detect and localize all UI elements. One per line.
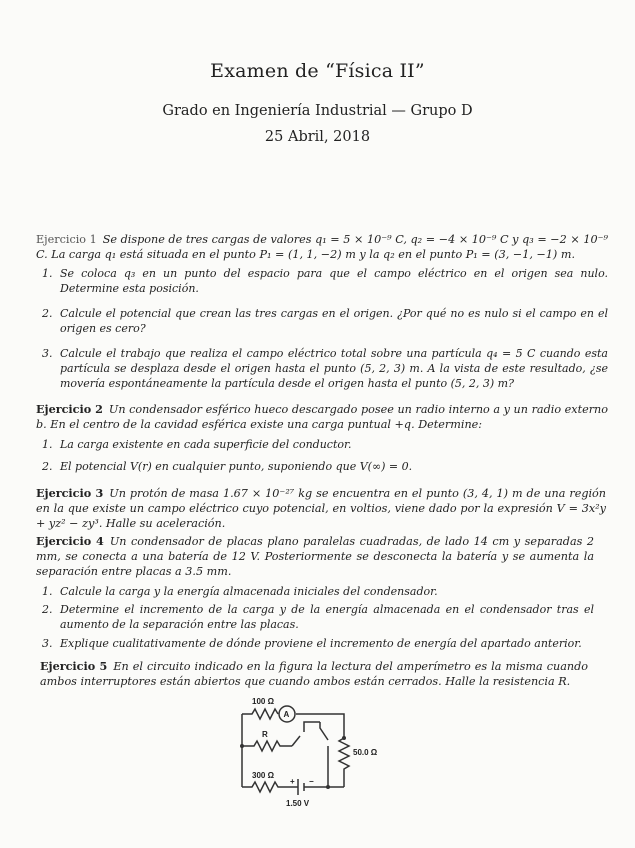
exercise-2 [36, 402, 608, 432]
junction-dot [326, 785, 330, 789]
item-text: Se coloca q₃ en un punto del espacio para que el campo eléctrico en el origen sea nulo. Determine esta posición. [60, 267, 608, 295]
item-number: 1. [42, 585, 53, 598]
exercise-2-item-2 [42, 459, 608, 474]
item-text: Explique cualitativamente de dónde proviene el incremento de energía del apartado anterior. [60, 637, 582, 650]
item-number: 2. [42, 307, 53, 320]
label-ammeter: A [283, 710, 290, 719]
exercise-3-text: Un protón de masa 1.67 × 10⁻²⁷ kg se encuentra en el punto (3, 4, 1) m de una región en la que existe un campo eléctrico cuyo potencial, en voltios, viene dado por la expresión V = 3x²y + yz² − zy³. Halle su aceleración. [36, 487, 606, 530]
item-number: 2. [42, 603, 53, 616]
exercise-4 [36, 534, 594, 579]
exercise-1-heading: Ejercicio 1 [36, 233, 97, 246]
exercise-5-text: En el circuito indicado en la figura la lectura del amperímetro es la misma cuando ambos interruptores están abiertos que cuando ambos están cerrados. Halle la resistencia R. [40, 660, 588, 688]
item-number: 1. [42, 438, 53, 451]
label-r-right: 50.0 Ω [353, 748, 378, 757]
exercise-3-heading: Ejercicio 3 [36, 486, 104, 500]
switch-1-icon [292, 736, 300, 746]
exercise-3 [36, 486, 606, 531]
junction-dot [240, 744, 244, 748]
resistor-50 [339, 738, 349, 787]
item-number: 2. [42, 460, 53, 473]
exercise-4-item-2 [42, 602, 594, 632]
item-number: 3. [42, 637, 53, 650]
exam-title: Examen de “Física II” [210, 60, 425, 82]
item-number: 1. [42, 267, 53, 280]
exam-subtitle: Grado en Ingeniería Industrial — Grupo D [162, 103, 473, 119]
label-r-top: 100 Ω [252, 697, 274, 706]
exercise-1 [36, 232, 608, 262]
item-text: El potencial V(r) en cualquier punto, suponiendo que V(∞) = 0. [60, 460, 413, 473]
exercise-2-item-1 [42, 437, 608, 452]
label-minus: − [309, 777, 314, 786]
exercise-1-text: Se dispone de tres cargas de valores q₁ = 5 × 10⁻⁹ C, q₂ = −4 × 10⁻⁹ C y q₃ = −2 × 10⁻⁹ C. La carga q₁ está situada en el punto P₁ = (1, 1, −2) m y la q₂ en el punto P₁ = (3, −1, −1) m. [36, 233, 608, 261]
item-text: Determine el incremento de la carga y de la energía almacenada en el condensador tras el aumento de la separación entre las placas. [60, 603, 594, 631]
item-text: Calcule la carga y la energía almacenada iniciales del condensador. [60, 585, 438, 598]
exercise-1-item-1 [42, 266, 608, 296]
label-r-bottom: 300 Ω [252, 771, 274, 780]
exercise-5 [40, 659, 588, 689]
battery-icon [298, 779, 304, 795]
exercise-5-heading: Ejercicio 5 [40, 659, 108, 673]
exercise-4-item-3 [42, 636, 594, 651]
exercise-4-text: Un condensador de placas plano paralelas cuadradas, de lado 14 cm y separadas 2 mm, se conecta a una batería de 12 V. Posteriormente se desconecta la batería y se aumenta la separación entre placas a 3.5 mm. [36, 535, 594, 578]
exercise-4-heading: Ejercicio 4 [36, 534, 104, 548]
item-number: 3. [42, 347, 53, 360]
wire-switch-1 [304, 722, 320, 732]
label-battery: 1.50 V [286, 799, 310, 808]
exam-date: 25 Abril, 2018 [264, 129, 371, 145]
label-r-mid: R [262, 730, 268, 739]
switch-2-icon [320, 722, 328, 787]
exercise-2-heading: Ejercicio 2 [36, 402, 103, 416]
exercise-1-item-3 [42, 346, 608, 391]
resistor-100 [242, 709, 278, 719]
item-text: Calcule el potencial que crean las tres cargas en el origen. ¿Por qué no es nulo si el campo en el origen es cero? [60, 307, 608, 335]
exercise-2-text: Un condensador esférico hueco descargado posee un radio interno a y un radio externo b. En el centro de la cavidad esférica existe una carga puntual +q. Determine: [36, 403, 608, 431]
circuit-diagram [232, 692, 402, 810]
label-plus: + [290, 777, 295, 786]
item-text: Calcule el trabajo que realiza el campo eléctrico total sobre una partícula q₄ = 5 C cuando esta partícula se desplaza desde el origen hasta el punto (5, 2, 3) m. A la vista de este resultado, ¿se movería espontáneamente la partícula desde el origen hasta el punto (5, 2, 3) m? [60, 347, 608, 390]
exercise-4-item-1 [42, 584, 594, 599]
junction-dot [342, 736, 346, 740]
exercise-1-item-2 [42, 306, 608, 336]
item-text: La carga existente en cada superficie del conductor. [60, 438, 352, 451]
resistor-r [242, 741, 292, 751]
